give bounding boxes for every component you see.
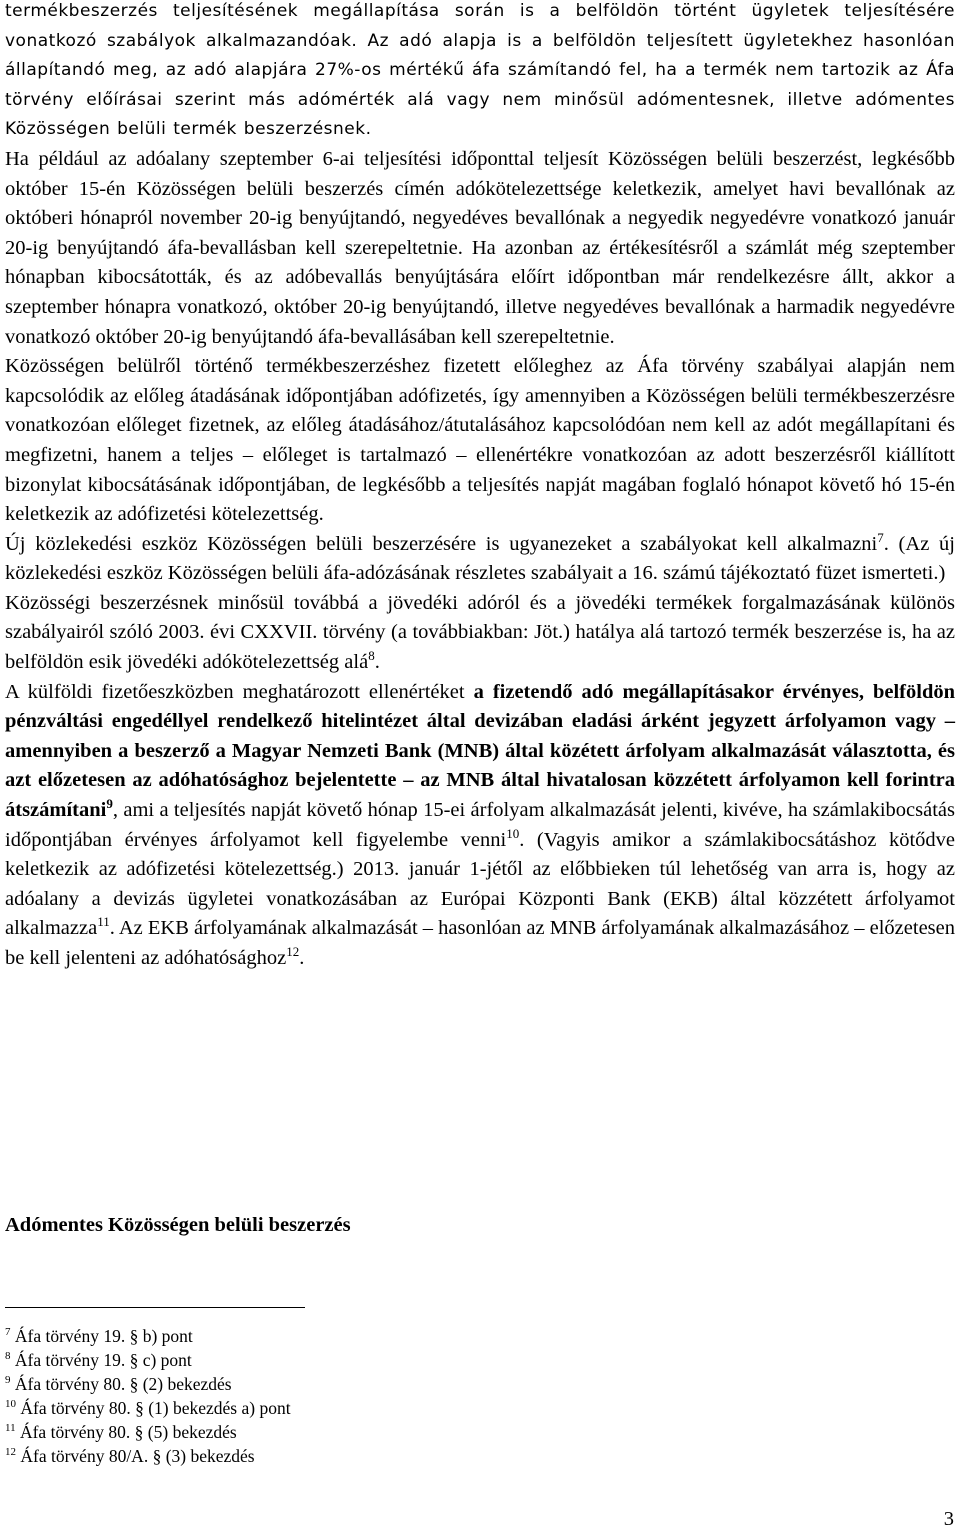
footnote-number: 8 bbox=[5, 1350, 11, 1363]
footnote-text: Áfa törvény 80. § (5) bekezdés bbox=[19, 1422, 237, 1443]
footnote-number: 10 bbox=[5, 1398, 16, 1411]
bold-text-run: a fizetendő adó megállapításakor érvényes, belföldön pénzváltási engedéllyel rendelkező hitelintézet által devizában eladási árként jegyzett árfolyamon vagy – amennyiben a beszerző a Magyar Nemzeti Bank (MNB) által közétett árfolyam alkalmazását választotta, és azt előzetesen az adóhatósághoz bejelentette – az MNB által hivatalosan közzétett árfolyamon kell forintra átszámítani bbox=[5, 680, 955, 822]
footnote-reference: 7 bbox=[877, 529, 884, 545]
paragraph-exchange-rate bbox=[5, 678, 955, 974]
footnote-text: Áfa törvény 19. § b) pont bbox=[14, 1326, 193, 1346]
footnote-reference: 9 bbox=[106, 796, 113, 812]
text-run: termékbeszerzés teljesítésének megállapítása során is a belföldön történt ügyletek teljesítésére vonatkozó szabályok alkalmazandóak. Az adó alapja is a belföldön teljesített ügyletekhez hasonlóan állapítandó meg, az adó alapjára 27%-os mértékű áfa számítandó fel, ha a termék nem tartozik az Áfa törvény előírásai szerint más adómérték alá vagy nem minősül adómentesnek, illetve adómentes Közösségen belüli termék beszerzésnek. bbox=[5, 1, 955, 140]
footnote-text: Áfa törvény 80. § (1) bekezdés a) pont bbox=[20, 1398, 291, 1419]
footnote-reference: 11 bbox=[97, 914, 110, 930]
page-number: 3 bbox=[943, 1508, 954, 1530]
text-run: , ami a teljesítés napját követő hónap 15-ei árfolyam alkalmazását jelenti, kivéve, ha számlakibocsátás időpontjában érvényes árfolyamot kell figyelembe venni bbox=[5, 799, 955, 851]
footnote bbox=[5, 1420, 291, 1444]
section-heading: Adómentes Közösségen belüli beszerzés bbox=[5, 1214, 351, 1236]
footnote-reference: 8 bbox=[368, 648, 375, 664]
footnote-number: 9 bbox=[5, 1374, 11, 1387]
paragraph-excise-goods bbox=[5, 589, 955, 678]
paragraph-example-deadlines bbox=[5, 145, 955, 352]
text-run: . bbox=[374, 651, 380, 674]
paragraph-new-vehicle bbox=[5, 530, 955, 589]
paragraph-advance-payment bbox=[5, 352, 955, 530]
document-page bbox=[5, 0, 955, 974]
text-run: Új közlekedési eszköz Közösségen belüli beszerzésére is ugyanezeket a szabályokat kell alkalmazni bbox=[5, 532, 878, 555]
footnote-separator bbox=[5, 1307, 305, 1308]
footnote bbox=[5, 1348, 291, 1372]
footnote-number: 12 bbox=[5, 1446, 16, 1459]
footnote-text: Áfa törvény 80. § (2) bekezdés bbox=[14, 1374, 232, 1395]
text-run: . bbox=[299, 947, 305, 969]
footnote bbox=[5, 1396, 291, 1420]
footnote-text: Áfa törvény 19. § c) pont bbox=[14, 1350, 192, 1371]
footnote-number: 11 bbox=[5, 1422, 16, 1435]
text-run: . (Az új közlekedési eszköz Közösségen belüli áfa-adózásának részletes szabályait a 16. számú tájékoztató füzet ismerteti.) bbox=[5, 532, 955, 585]
text-run: Közösségen belülről történő termékbeszerzéshez fizetett előleghez az Áfa törvény szabályai alapján nem kapcsolódik az előleg átadásának időpontjában adófizetés, így amennyiben a Közösségen belüli termékbeszerzésre vonatkozóan előleget fizetnek, az előleg átadásához/átutalásához kapcsolódóan nem kell az adót megállapítani és megfizetni, hanem a teljes – előleget is tartalmazó – ellenértékre vonatkozóan az adott beszerzésről kiállított bizonylat kibocsátásának időpontjában, de legkésőbb a teljesítés napját magában foglaló hónapot követő hó 15-én keletkezik az adófizetési kötelezettség. bbox=[5, 355, 955, 526]
text-run: . Az EKB árfolyamának alkalmazását – hasonlóan az MNB árfolyamának alkalmazásához – előzetesen be kell jelenteni az adóhatósághoz bbox=[5, 917, 955, 969]
footnote bbox=[5, 1444, 291, 1468]
footnote-reference: 10 bbox=[506, 825, 520, 841]
footnote bbox=[5, 1372, 291, 1396]
footnotes bbox=[5, 1324, 291, 1469]
footnote bbox=[5, 1324, 291, 1348]
footnote-number: 7 bbox=[5, 1326, 11, 1338]
paragraph-continuation bbox=[5, 0, 955, 145]
footnote-text: Áfa törvény 80/A. § (3) bekezdés bbox=[20, 1446, 255, 1467]
text-run: Ha például az adóalany szeptember 6-ai teljesítési időponttal teljesít Közösségen belüli beszerzést, legkésőbb október 15-én Közösségen belüli beszerzés címén adókötelezettsége keletkezik, amelyet havi bevallónak az októberi hónapról november 20-ig benyújtandó, negyedéves bevallónak a negyedik negyedévre vonatkozó január 20-ig benyújtandó áfa-bevallásban kell szerepeltetnie. Ha azonban az értékesítésről a számlát még szeptember hónapban kibocsátották, és az adóbevallás benyújtására előírt időpontban már rendelkezésre állt, akkor a szeptember hónapra vonatkozó, október 20-ig benyújtandó, illetve negyedéves bevallónak a harmadik negyedévre vonatkozó október 20-ig benyújtandó áfa-bevallásában kell szerepeltetnie. bbox=[5, 147, 955, 348]
text-run: . (Vagyis amikor a számlakibocsátáshoz kötődve keletkezik az adófizetési kötelezettség.) 2013. január 1-jétől az előbbieken túl lehetőség van arra is, hogy az adóalany a devizás ügyletei vonatkozásában az Európai Központi Bank (EKB) által közzétett árfolyamot alkalmazza bbox=[5, 828, 955, 940]
footnote-reference: 12 bbox=[286, 944, 300, 959]
text-run: Közösségi beszerzésnek minősül továbbá a jövedéki adóról és a jövedéki termékek forgalmazásának különös szabályairól szóló 2003. évi CXXVII. törvény (a továbbiakban: Jöt.) hatálya alá tartozó termék beszerzése is, ha az belföldön esik jövedéki adókötelezettség alá bbox=[5, 591, 955, 674]
text-run: A külföldi fizetőeszközben meghatározott ellenértéket bbox=[5, 680, 474, 703]
